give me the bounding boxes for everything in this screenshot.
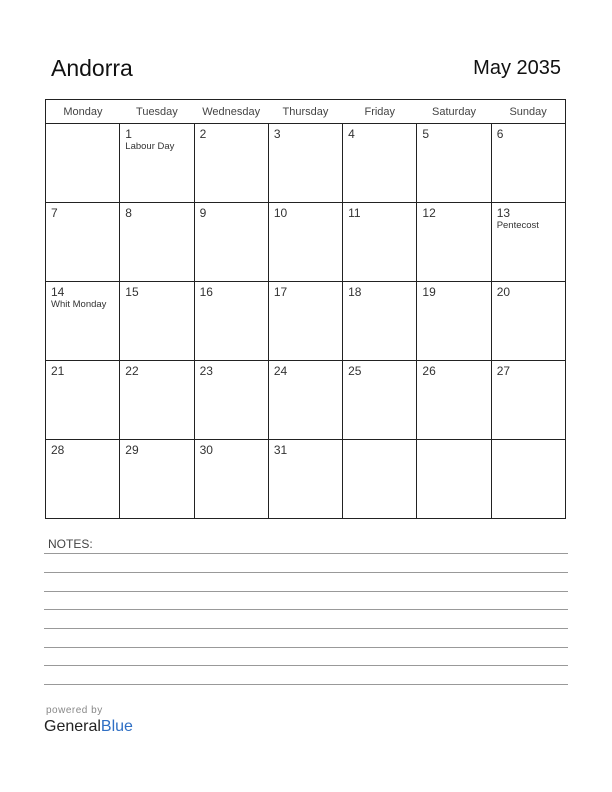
day-number: 12	[422, 206, 436, 220]
day-cell	[343, 203, 417, 282]
day-cell	[491, 124, 565, 203]
day-number: 26	[422, 364, 436, 378]
note-line	[44, 609, 568, 610]
weekday-header: Saturday	[417, 100, 491, 124]
week-row	[46, 440, 566, 519]
day-cell	[343, 361, 417, 440]
week-row	[46, 361, 566, 440]
day-cell	[120, 203, 194, 282]
note-line	[44, 572, 568, 573]
day-number: 25	[348, 364, 362, 378]
brand-blue: Blue	[100, 718, 133, 735]
weekday-header: Sunday	[491, 100, 565, 124]
day-cell	[491, 203, 565, 282]
day-number: 13	[496, 206, 511, 220]
day-cell	[417, 124, 491, 203]
weekday-header: Friday	[343, 100, 417, 124]
holiday-label: Pentecost	[496, 220, 539, 231]
day-number: 20	[496, 285, 511, 299]
day-number: 8	[125, 206, 132, 220]
day-cell	[343, 440, 417, 519]
day-cell	[491, 282, 565, 361]
weekday-header: Wednesday	[194, 100, 268, 124]
day-number: 22	[125, 364, 139, 378]
day-cell	[46, 361, 120, 440]
day-number: 19	[422, 285, 436, 299]
note-line	[44, 665, 568, 666]
country-title: Andorra	[51, 55, 133, 81]
note-line	[44, 591, 568, 592]
day-cell	[343, 124, 417, 203]
note-line	[44, 628, 568, 629]
day-number: 4	[348, 127, 355, 141]
day-cell	[194, 361, 268, 440]
day-number: 29	[125, 443, 139, 457]
week-row	[46, 282, 566, 361]
day-number: 17	[273, 285, 288, 299]
day-cell	[268, 282, 342, 361]
weekday-header: Thursday	[268, 100, 342, 124]
day-cell	[194, 203, 268, 282]
holiday-label: Whit Monday	[51, 299, 107, 310]
footer-branding	[44, 705, 133, 736]
day-number: 18	[348, 285, 362, 299]
day-number: 2	[199, 127, 207, 141]
day-number: 30	[199, 443, 213, 457]
notes-label: NOTES:	[48, 537, 93, 551]
day-cell	[417, 440, 491, 519]
brand-general: General	[44, 718, 101, 735]
day-cell	[491, 361, 565, 440]
day-number: 1	[125, 127, 132, 141]
day-number: 15	[125, 285, 139, 299]
day-number: 23	[199, 364, 213, 378]
day-cell	[120, 440, 194, 519]
calendar-grid	[45, 99, 566, 519]
weekday-header: Tuesday	[120, 100, 194, 124]
month-year-title: May 2035	[473, 57, 561, 79]
holiday-label: Labour Day	[125, 141, 175, 152]
day-number: 16	[199, 285, 213, 299]
day-number: 21	[51, 364, 65, 378]
day-cell	[268, 124, 342, 203]
day-number: 24	[273, 364, 288, 378]
weekday-header-row	[46, 100, 566, 124]
brand-logo	[44, 718, 133, 736]
day-cell	[194, 124, 268, 203]
day-number: 5	[422, 127, 430, 141]
day-number: 14	[51, 285, 65, 299]
day-cell	[120, 282, 194, 361]
day-cell	[343, 282, 417, 361]
day-cell	[417, 282, 491, 361]
note-line	[44, 684, 568, 685]
day-cell	[120, 124, 194, 203]
day-cell	[46, 124, 120, 203]
day-number: 11	[348, 206, 361, 220]
day-cell	[268, 440, 342, 519]
day-cell	[491, 440, 565, 519]
day-cell	[120, 361, 194, 440]
day-number: 7	[51, 206, 58, 220]
day-number: 27	[496, 364, 511, 378]
weekday-header: Monday	[46, 100, 120, 124]
day-number: 10	[273, 206, 288, 220]
day-number: 28	[51, 443, 65, 457]
note-line	[44, 553, 568, 554]
day-cell	[46, 282, 120, 361]
day-number: 6	[496, 127, 504, 141]
day-cell	[417, 203, 491, 282]
day-number: 9	[199, 206, 207, 220]
powered-by-text: powered by	[46, 705, 103, 716]
day-cell	[46, 440, 120, 519]
day-cell	[194, 282, 268, 361]
day-cell	[417, 361, 491, 440]
day-cell	[268, 203, 342, 282]
day-cell	[268, 361, 342, 440]
day-number: 3	[273, 127, 281, 141]
note-line	[44, 647, 568, 648]
day-number: 31	[273, 443, 288, 457]
day-cell	[46, 203, 120, 282]
week-row	[46, 124, 566, 203]
day-cell	[194, 440, 268, 519]
week-row	[46, 203, 566, 282]
